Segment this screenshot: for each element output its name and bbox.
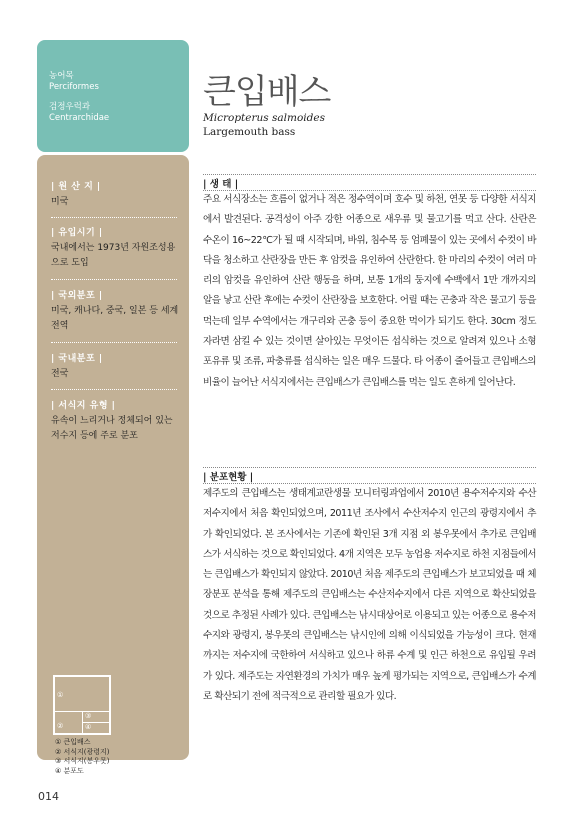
divider [51,217,177,218]
ecology-top-rule [203,174,536,175]
legend-item: ④ 분포도 [55,766,84,775]
layout-number-1: ① [57,691,64,699]
order-latin: Perciformes [49,82,99,92]
habitat-type-heading: | 서식지 유형 | [51,401,116,411]
domestic-distribution-text: 전국 [51,369,69,379]
legend-item: ② 서식지(광령지) [55,747,110,756]
distribution-heading: | 분포현황 | [203,472,254,483]
family-latin: Centrarchidae [49,113,110,123]
taxonomy-box [37,40,189,152]
divider [51,389,177,390]
ecology-heading: | 생 태 | [203,179,239,190]
foreign-distribution-heading: | 국외분포 | [51,291,103,301]
divider [51,279,177,280]
foreign-distribution-text: 미국, 캐나다, 중국, 일본 등 세계 전역 [51,306,179,331]
legend-item: ① 큰입배스 [55,738,91,746]
habitat-type-text: 유속이 느리거나 정체되어 있는 저수지 등에 주로 분포 [51,416,173,441]
introduced-text: 국내에서는 1973년 자원조성용으로 도입 [51,243,176,268]
distribution-body: 제주도의 큰입배스는 생태계교란생물 모니터링과업에서 2010년 용수저수지와 수산저수지에서 처음 확인되었으며, 2011년 조사에서 수산저수지 인근의 광령지에서 추가 확인되었다. 본 조사에서는 기존에 확인된 3개 지점 외 봉우못에서 추가로 큰입배스가 서식하는 것으로 확인되었다. 4개 지역은 모두 농업용 저수지로 하천 지점들에서는 큰입배스가 확인되지 않았다. 2010년 처음 제주도의 큰입배스가 보고되었을 때 체장분포 분석을 통해 제주도의 큰입배스는 수산저수지에서 다른 지역으로 확산되었을 것으로 추정된 사례가 있다. 큰입배스는 낚시대상어로 이용되고 있는 어종으로 용수저수지와 광령지, 봉우못의 큰입배스는 낚시인에 의해 이식되었을 가능성이 크다. 현재까지는 저수지에 국한하여 서식하고 있으나 하류 수계 및 인근 하천으로 유입될 우려가 있다. 제주도는 자연환경의 가치가 매우 높게 평가되는 지역으로, 큰입배스가 수계로 확산되기 전에 적극적으로 관리할 필요가 있다. [203,488,536,702]
origin-heading: | 원 산 지 | [51,182,101,192]
distribution-top-rule [203,467,536,468]
scientific-name: Micropterus salmoides [203,112,325,124]
species-title: 큰입배스 [203,72,331,112]
domestic-distribution-heading: | 국내분포 | [51,354,103,364]
layout-number-3: ③ [85,712,92,720]
photo-layout-diagram [53,675,111,735]
order-korean: 농어목 [49,71,74,81]
info-sidebar [37,155,189,775]
legend-item: ③ 서식지(봉우못) [55,757,110,765]
family-korean: 검정우럭과 [49,102,91,112]
layout-number-2: ② [57,722,64,730]
photo-legend-list [55,738,110,776]
common-name-english: Largemouth bass [203,126,296,138]
page-number: 014 [38,790,59,803]
ecology-body: 주요 서식장소는 흐름이 없거나 적은 정수역이며 호수 및 하천, 연못 등 다양한 서식지에서 발견된다. 공격성이 아주 강한 어종으로 새우류 및 물고기를 먹고 산다. 산란은 수온이 16~22℃가 될 때 시작되며, 바위, 침수목 등 엄폐물이 있는 곳에서 수컷이 바닥을 청소하고 산란장을 만든 후 암컷을 유인하여 산란한다. 한 마리의 수컷이 여러 마리의 암컷을 유인하여 산란 행동을 하며, 보통 1개의 둥지에 수백에서 1만 개까지의 알을 낳고 산란 후에는 수컷이 산란장을 보호한다. 어릴 때는 곤충과 작은 물고기 등을 먹는데 일부 수역에서는 개구리와 곤충 등이 중요한 먹이가 되기도 한다. 30cm 정도 자라면 삼킬 수 있는 것이면 살아있는 무엇이든 섭식하는 것으로 알려져 있으나 소형 포유류 및 조류, 파충류를 섭식하는 일은 매우 드물다. 타 어종이 줄어들고 큰입배스의 비율이 늘어난 서식지에서는 큰입배스가 큰입배스를 먹는 일도 흔하게 일어난다. [203,194,536,388]
divider [51,342,177,343]
introduced-heading: | 유입시기 | [51,228,103,238]
origin-text: 미국 [51,197,69,207]
layout-number-4: ④ [85,723,92,731]
